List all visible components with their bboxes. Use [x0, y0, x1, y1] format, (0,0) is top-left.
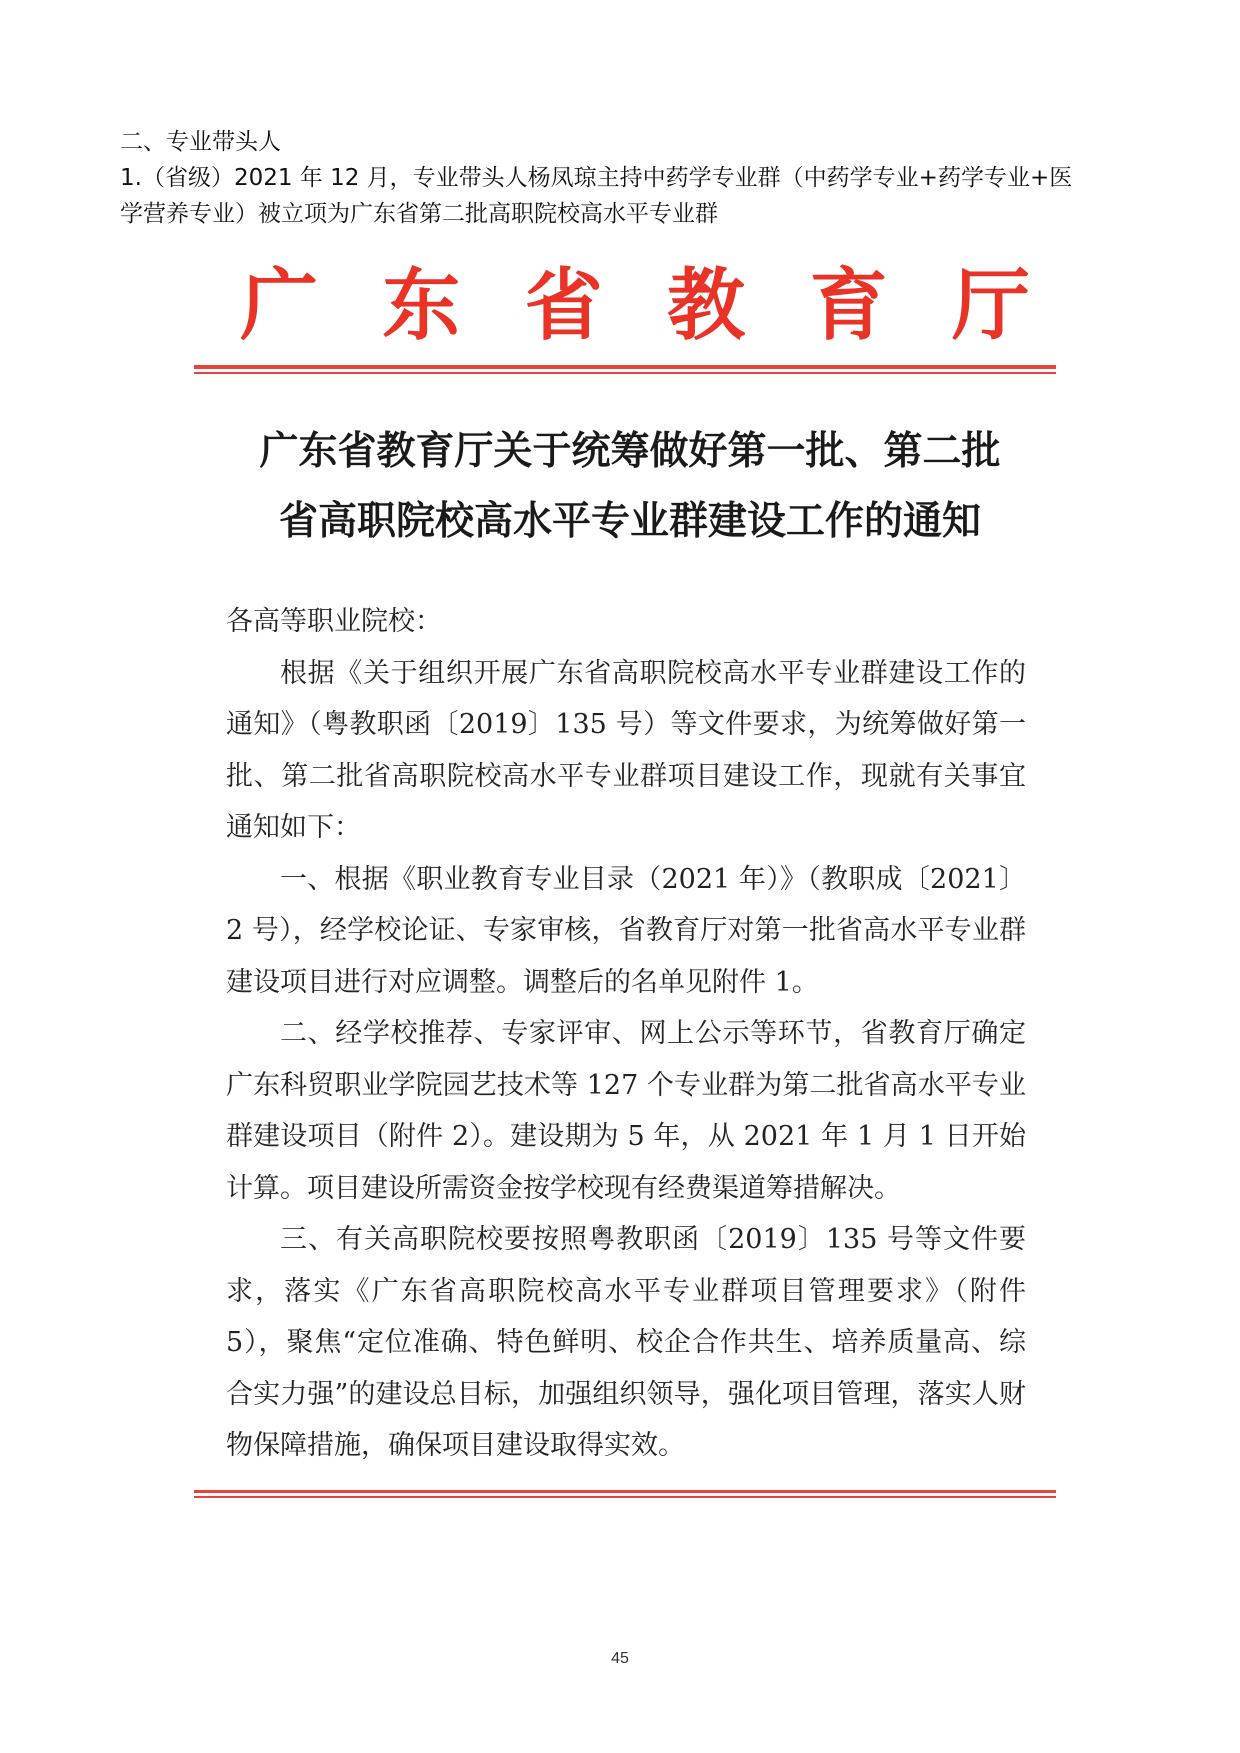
masthead-char: 东 — [382, 260, 461, 351]
body-paragraph: 三、有关高职院校要按照粤教职函〔2019〕135 号等文件要求，落实《广东省高职院校高水平专业群项目管理要求》（附件 5），聚焦“定位准确、特色鲜明、校企合作共生、培养质量高、综合实力强”的建设总目标，加强组织领导，强化项目管理，落实人财物保障措施，确保项目建设取得实效。 — [226, 1224, 1026, 1461]
masthead-red-rule — [194, 365, 1056, 369]
item-description-line-1: 1.（省级）2021 年 12 月，专业带头人杨凤琼主持中药学专业群（中药学专业+药学专业+医 — [120, 165, 1073, 191]
masthead-char: 育 — [809, 260, 888, 351]
masthead-char: 广 — [240, 260, 319, 351]
footer-red-rule-thin — [194, 1496, 1056, 1498]
document-title-line-1: 广东省教育厅关于统筹做好第一批、第二批 — [259, 428, 1001, 474]
document-title — [190, 416, 1070, 556]
footer-red-rule — [194, 1490, 1056, 1493]
body-paragraph: 二、经学校推荐、专家评审、网上公示等环节，省教育厅确定广东科贸职业学院园艺技术等 127 个专业群为第二批省高水平专业群建设项目（附件 2）。建设期为 5 年，从 2021 年 1 月 1 日开始计算。项目建设所需资金按学校现有经费渠道筹措解决。 — [226, 1018, 1026, 1204]
section-title: 二、专业带头人 — [120, 129, 281, 155]
masthead-char: 教 — [667, 260, 746, 351]
masthead-char: 厅 — [951, 260, 1030, 351]
document-body — [226, 596, 1026, 1472]
page-number: 45 — [611, 1650, 629, 1667]
salutation: 各高等职业院校： — [226, 606, 442, 637]
masthead-char: 省 — [524, 260, 603, 351]
scanned-notice-document — [190, 258, 1070, 1508]
item-description-line-2: 学营养专业）被立项为广东省第二批高职院校高水平专业群 — [120, 201, 718, 227]
document-title-line-2: 省高职院校高水平专业群建设工作的通知 — [278, 498, 981, 544]
body-paragraph: 一、根据《职业教育专业目录（2021 年）》（教职成〔2021〕2 号），经学校论证、专家审核，省教育厅对第一批省高水平专业群建设项目进行对应调整。调整后的名单见附件 1。 — [226, 863, 1026, 998]
page-header — [120, 124, 1130, 232]
body-paragraph: 根据《关于组织开展广东省高职院校高水平专业群建设工作的通知》（粤教职函〔2019〕135 号）等文件要求，为统筹做好第一批、第二批省高职院校高水平专业群项目建设工作，现就有关事宜通知如下： — [226, 657, 1026, 843]
masthead-red-rule-thin — [194, 372, 1056, 374]
masthead — [190, 258, 1070, 354]
